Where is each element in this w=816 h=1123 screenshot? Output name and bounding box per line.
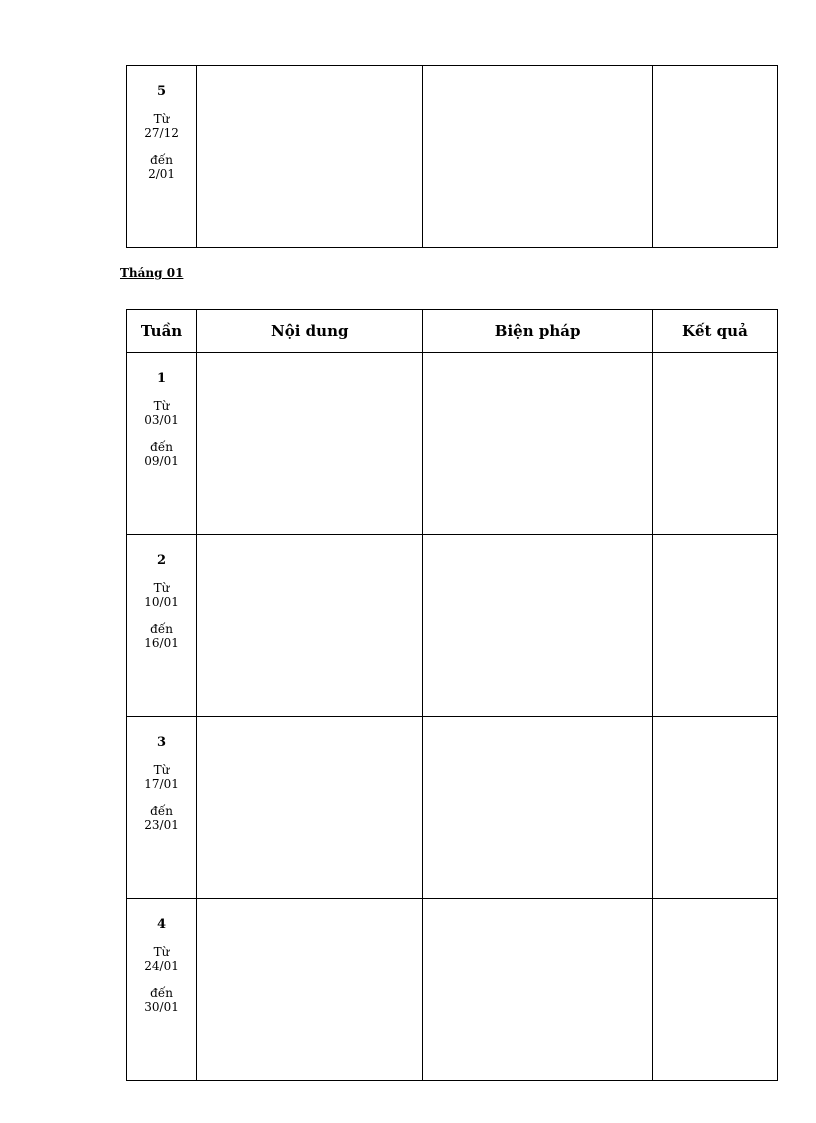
week-number: 1 <box>157 371 167 386</box>
header-week: Tuần <box>127 310 197 353</box>
table-row <box>127 899 778 1081</box>
content-cell[interactable] <box>197 899 423 1081</box>
to-date: 23/01 <box>144 818 179 832</box>
header-result: Kết quả <box>652 310 777 353</box>
week-to <box>127 804 196 832</box>
measure-cell[interactable] <box>423 66 652 248</box>
measure-cell[interactable] <box>423 717 652 899</box>
from-date: 03/01 <box>144 413 179 427</box>
to-date: 30/01 <box>144 1000 179 1014</box>
from-date: 27/12 <box>144 126 179 140</box>
week-to <box>127 153 196 181</box>
header-measure: Biện pháp <box>423 310 652 353</box>
table-row <box>127 717 778 899</box>
result-cell[interactable] <box>652 66 777 248</box>
from-date: 10/01 <box>144 595 179 609</box>
to-label: đến <box>150 804 173 818</box>
measure-cell[interactable] <box>423 899 652 1081</box>
week-from <box>127 112 196 140</box>
to-date: 09/01 <box>144 454 179 468</box>
from-label: Từ <box>153 945 170 959</box>
week-from <box>127 945 196 973</box>
from-label: Từ <box>153 399 170 413</box>
week-to <box>127 622 196 650</box>
week-cell <box>127 717 197 899</box>
content-cell[interactable] <box>197 66 423 248</box>
to-label: đến <box>150 440 173 454</box>
from-label: Từ <box>153 112 170 126</box>
table-row <box>127 66 778 248</box>
week-cell <box>127 899 197 1081</box>
week-cell <box>127 66 197 248</box>
header-content: Nội dung <box>197 310 423 353</box>
table-row <box>127 535 778 717</box>
week-number: 4 <box>157 917 167 932</box>
week-number: 2 <box>157 553 167 568</box>
header-row <box>127 310 778 353</box>
to-date: 2/01 <box>148 167 176 181</box>
content-cell[interactable] <box>197 717 423 899</box>
content-cell[interactable] <box>197 353 423 535</box>
week-cell <box>127 353 197 535</box>
result-cell[interactable] <box>652 353 777 535</box>
result-cell[interactable] <box>652 717 777 899</box>
measure-cell[interactable] <box>423 353 652 535</box>
week-number: 5 <box>157 84 167 99</box>
to-label: đến <box>150 622 173 636</box>
measure-cell[interactable] <box>423 535 652 717</box>
to-label: đến <box>150 153 173 167</box>
to-date: 16/01 <box>144 636 179 650</box>
from-date: 24/01 <box>144 959 179 973</box>
from-date: 17/01 <box>144 777 179 791</box>
table-row <box>127 353 778 535</box>
result-cell[interactable] <box>652 535 777 717</box>
week-to <box>127 440 196 468</box>
week-from <box>127 581 196 609</box>
to-label: đến <box>150 986 173 1000</box>
week-number: 3 <box>157 735 167 750</box>
week-from <box>127 399 196 427</box>
from-label: Từ <box>153 763 170 777</box>
result-cell[interactable] <box>652 899 777 1081</box>
week-to <box>127 986 196 1014</box>
month-title: Tháng 01 <box>120 266 184 280</box>
week-from <box>127 763 196 791</box>
week-cell <box>127 535 197 717</box>
content-cell[interactable] <box>197 535 423 717</box>
month-table <box>126 309 778 1081</box>
previous-month-table <box>126 65 778 248</box>
from-label: Từ <box>153 581 170 595</box>
